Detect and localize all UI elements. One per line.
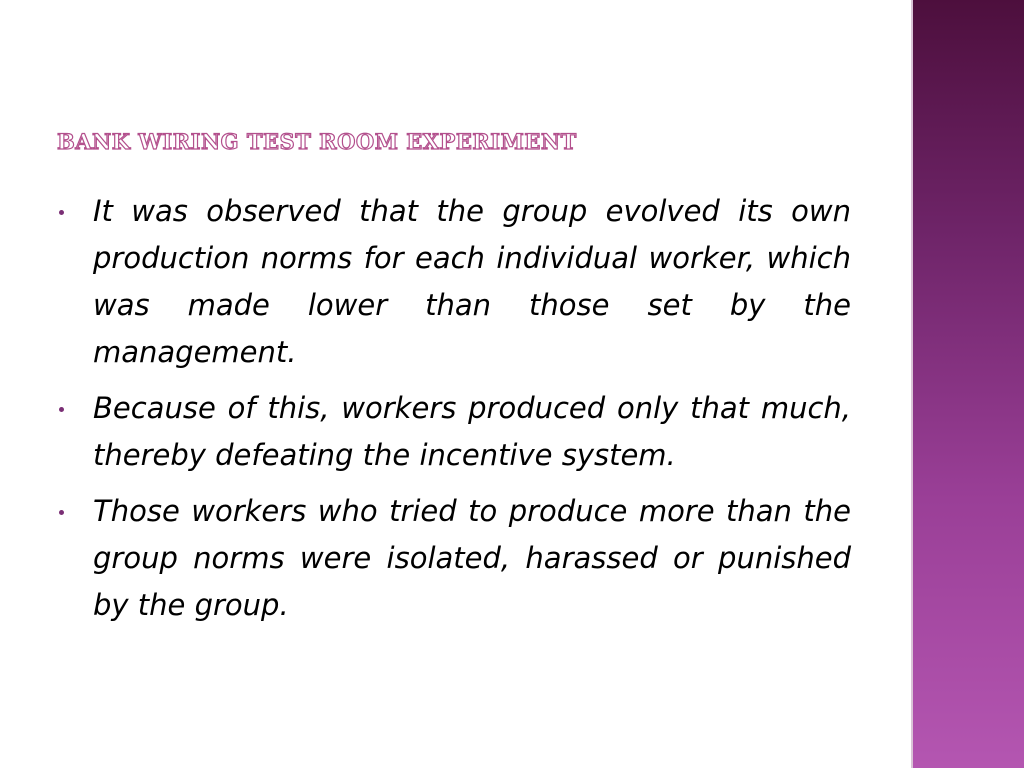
bullet-text: Those workers who tried to produce more than the group norms were isolated, harassed or punished by the group.: [93, 494, 851, 622]
bullet-item: [57, 188, 851, 376]
slide-title: BANK WIRING TEST ROOM EXPERIMENT: [57, 129, 577, 154]
bullet-item: [57, 488, 851, 629]
bullet-text: It was observed that the group evolved its own production norms for each individual worker, which was made lower than those set by the management.: [93, 194, 851, 369]
bullet-text: Because of this, workers produced only that much, thereby defeating the incentive system.: [93, 391, 851, 472]
bullet-dot-icon: [59, 510, 64, 515]
bullet-list: [57, 188, 851, 638]
bullet-item: [57, 385, 851, 479]
bullet-dot-icon: [59, 407, 64, 412]
decorative-side-band: [911, 0, 1024, 768]
bullet-dot-icon: [59, 210, 64, 215]
